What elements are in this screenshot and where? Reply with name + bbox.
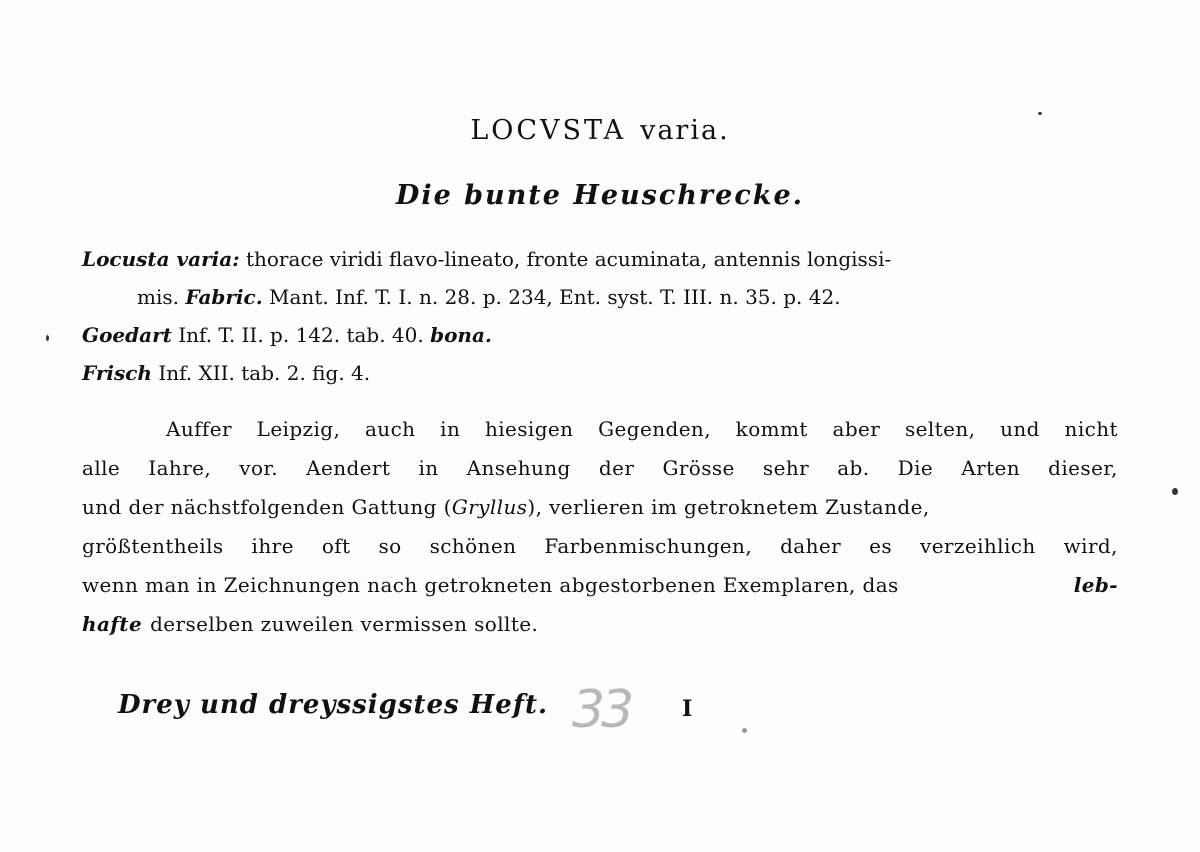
synonymy-line [82, 278, 1127, 316]
page-subtitle: Die bunte Heuschrecke. [395, 180, 805, 211]
body-word: ab. [837, 456, 870, 480]
body-text-segment: wenn man in Zeichnungen nach getrokneten abgestorbenen Exemplaren, das [82, 573, 899, 597]
signature-line: Drey und dreyssigstes Heft. [118, 690, 549, 720]
synonymy-line [82, 354, 1127, 392]
body-word: oft [321, 534, 351, 558]
paper-speck [46, 335, 49, 341]
species-diagnosis: thorace viridi flavo-lineato, fronte acuminata, antennis longissi- [245, 247, 892, 271]
diagnosis-end: mis. [137, 285, 179, 309]
body-word: kommt [735, 417, 808, 441]
body-text-emphasis: leb- [1073, 573, 1118, 597]
fabricius-reference: Mant. Inf. T. I. n. 28. p. 234, Ent. syst. T. III. n. 35. p. 42. [269, 285, 841, 309]
body-text-segment: ), verlieren im getroknetem Zustande, [527, 495, 930, 519]
body-text-segment: und der nächstfolgenden Gattung ( [82, 495, 452, 519]
body-word: der [598, 456, 635, 480]
body-word: hiesigen [484, 417, 574, 441]
sheet-number: I [682, 696, 693, 722]
body-line [82, 527, 1118, 566]
page-title [0, 115, 1200, 146]
paper-speck [742, 728, 747, 733]
body-word: vor. [239, 456, 278, 480]
body-word: wird, [1063, 534, 1118, 558]
pencil-annotation: 33 [572, 680, 631, 740]
body-word: daher [780, 534, 842, 558]
body-word: Iahre, [148, 456, 212, 480]
body-paragraph [82, 410, 1118, 644]
body-word: Grösse [662, 456, 735, 480]
body-word: Farbenmischungen, [544, 534, 753, 558]
author-fabricius: Fabric. [185, 285, 263, 309]
body-word: und [1000, 417, 1040, 441]
body-word: verzeihlich [920, 534, 1036, 558]
title-genus: LOCVSTA [470, 115, 627, 146]
body-word: Arten [961, 456, 1021, 480]
body-word: Die [897, 456, 934, 480]
goedart-reference: Inf. T. II. p. 142. tab. 40. [178, 323, 424, 347]
author-frisch: Frisch [82, 361, 152, 385]
body-word: größtentheils [82, 534, 224, 558]
body-word: es [869, 534, 892, 558]
body-word: ihre [251, 534, 294, 558]
body-word: selten, [904, 417, 976, 441]
body-word: Aendert [306, 456, 391, 480]
synonymy-block [82, 240, 1127, 392]
body-word: dieser, [1048, 456, 1118, 480]
body-line [82, 449, 1118, 488]
body-word: in [440, 417, 461, 441]
title-species: varia. [640, 115, 730, 146]
body-word: auch [364, 417, 416, 441]
synonymy-line [82, 316, 1127, 354]
body-word: Leipzig, [256, 417, 341, 441]
body-line [82, 566, 1118, 605]
body-line [82, 605, 1118, 644]
genus-gryllus: Gryllus [451, 495, 528, 519]
species-name: Locusta varia: [82, 247, 240, 271]
paper-speck [1038, 112, 1042, 115]
body-word: schönen [429, 534, 517, 558]
body-text-emphasis: hafte [82, 612, 143, 636]
body-word: Auffer [166, 417, 232, 441]
synonymy-line [82, 240, 1127, 278]
body-text-segment: derselben zuweilen vermissen sollte. [150, 612, 539, 636]
body-word: aber [832, 417, 881, 441]
body-line [82, 410, 1118, 449]
body-word: Ansehung [466, 456, 571, 480]
author-goedart: Goedart [82, 323, 172, 347]
goedart-note: bona. [430, 323, 492, 347]
body-word: in [418, 456, 439, 480]
body-word: alle [82, 456, 121, 480]
paper-speck [1172, 488, 1178, 495]
body-word: so [378, 534, 402, 558]
body-word: nicht [1064, 417, 1118, 441]
body-word: Gegenden, [598, 417, 711, 441]
frisch-reference: Inf. XII. tab. 2. fig. 4. [158, 361, 371, 385]
body-line [82, 488, 1118, 527]
body-word: sehr [762, 456, 810, 480]
